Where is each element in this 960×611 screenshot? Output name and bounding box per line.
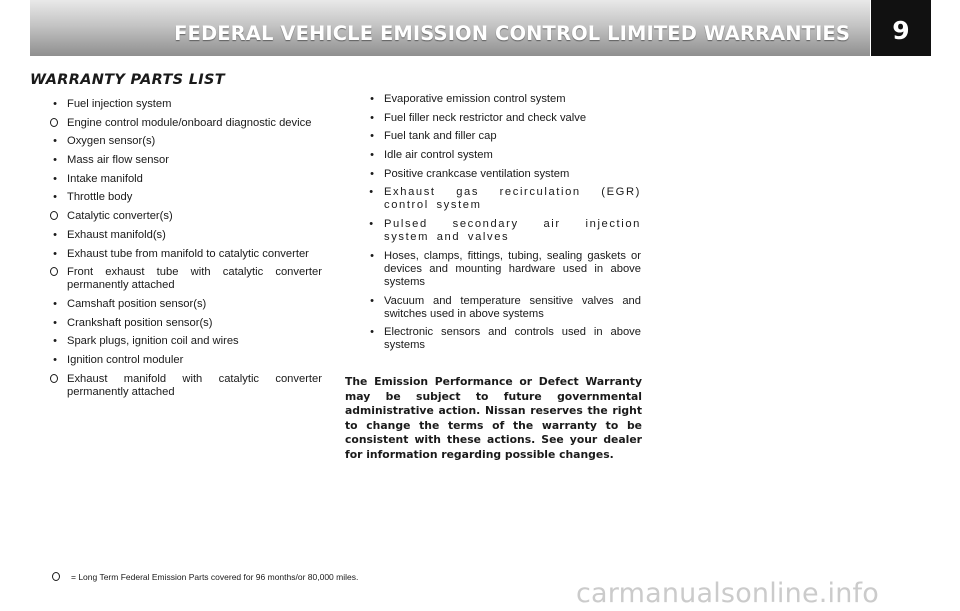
bullet-icon: • (53, 297, 57, 310)
bullet-icon: • (53, 191, 57, 204)
bullet-icon: • (53, 316, 57, 329)
circle-marker-icon (50, 374, 58, 383)
list-item: • Ignition control moduler (48, 354, 322, 367)
list-item: • Electronic sensors and controls used in above systems (365, 326, 641, 352)
list-item: • Exhaust gas recirculation (EGR) control system (365, 186, 641, 212)
list-item: • Vacuum and temperature sensitive valves and switches used in above systems (365, 295, 641, 321)
footnote-text: = Long Term Federal Emission Parts covered for 96 months/or 80,000 miles. (71, 572, 359, 582)
list-item: • Crankshaft position sensor(s) (48, 317, 322, 330)
bullet-icon: • (370, 149, 374, 162)
circle-marker-icon (50, 118, 58, 127)
bullet-icon: • (369, 218, 375, 231)
warranty-notice: The Emission Performance or Defect Warranty may be subject to future governmental administrative action. Nissan reserves the right to change the terms of the warranty to be consistent with these actions. See your dealer for information regarding possible changes. (345, 375, 642, 461)
chapter-tab (871, 0, 931, 56)
list-item: Exhaust manifold with catalytic converter permanently attached (48, 373, 322, 399)
list-item: • Exhaust manifold(s) (48, 229, 322, 242)
header-title: FEDERAL VEHICLE EMISSION CONTROL LIMITED WARRANTIES (174, 22, 850, 45)
list-item: Catalytic converter(s) (48, 210, 322, 223)
bullet-icon: • (53, 353, 57, 366)
list-item: • Camshaft position sensor(s) (48, 298, 322, 311)
bullet-icon: • (53, 98, 57, 110)
list-item: • Oxygen sensor(s) (48, 135, 322, 148)
list-item: • Positive crankcase ventilation system (365, 168, 641, 181)
list-item: • Pulsed secondary air injection system and valves (365, 218, 641, 244)
footnote (53, 572, 358, 583)
bullet-icon: • (370, 167, 374, 180)
bullet-icon: • (370, 326, 374, 339)
chapter-number: 9 (892, 16, 910, 45)
list-item: • Spark plugs, ignition coil and wires (48, 335, 322, 348)
list-item: • Intake manifold (48, 173, 322, 186)
bullet-icon: • (370, 249, 374, 262)
bullet-icon: • (370, 111, 374, 124)
bullet-icon: • (53, 154, 57, 167)
bullet-icon: • (53, 172, 57, 185)
list-item: • Fuel filler neck restrictor and check valve (365, 112, 641, 125)
bullet-icon: • (53, 135, 57, 148)
list-item: • Mass air flow sensor (48, 154, 322, 167)
list-item: • Fuel tank and filler cap (365, 130, 641, 143)
parts-list-right (365, 93, 641, 358)
list-item: Front exhaust tube with catalytic converter permanently attached (48, 266, 322, 292)
bullet-icon: • (369, 186, 375, 199)
bullet-icon: • (53, 335, 57, 348)
list-item: Engine control module/onboard diagnostic device (48, 117, 322, 130)
watermark: carmanualsonline.info (576, 578, 879, 609)
bullet-icon: • (53, 228, 57, 241)
bullet-icon: • (370, 130, 374, 143)
bullet-icon: • (370, 93, 374, 105)
list-item: • Throttle body (48, 191, 322, 204)
circle-marker-icon (50, 211, 58, 220)
section-title: WARRANTY PARTS LIST (30, 72, 225, 88)
bullet-icon: • (370, 294, 374, 307)
list-item: • Evaporative emission control system (365, 93, 641, 106)
page-header (30, 0, 870, 56)
bullet-icon: • (53, 247, 57, 260)
list-item: • Fuel injection system (48, 98, 322, 111)
circle-marker-icon (52, 572, 60, 581)
list-item: • Exhaust tube from manifold to catalytic converter (48, 248, 322, 261)
list-item: • Hoses, clamps, fittings, tubing, sealing gaskets or devices and mounting hardware used in above systems (365, 250, 641, 289)
parts-list-left (48, 98, 322, 404)
circle-marker-icon (50, 267, 58, 276)
list-item: • Idle air control system (365, 149, 641, 162)
